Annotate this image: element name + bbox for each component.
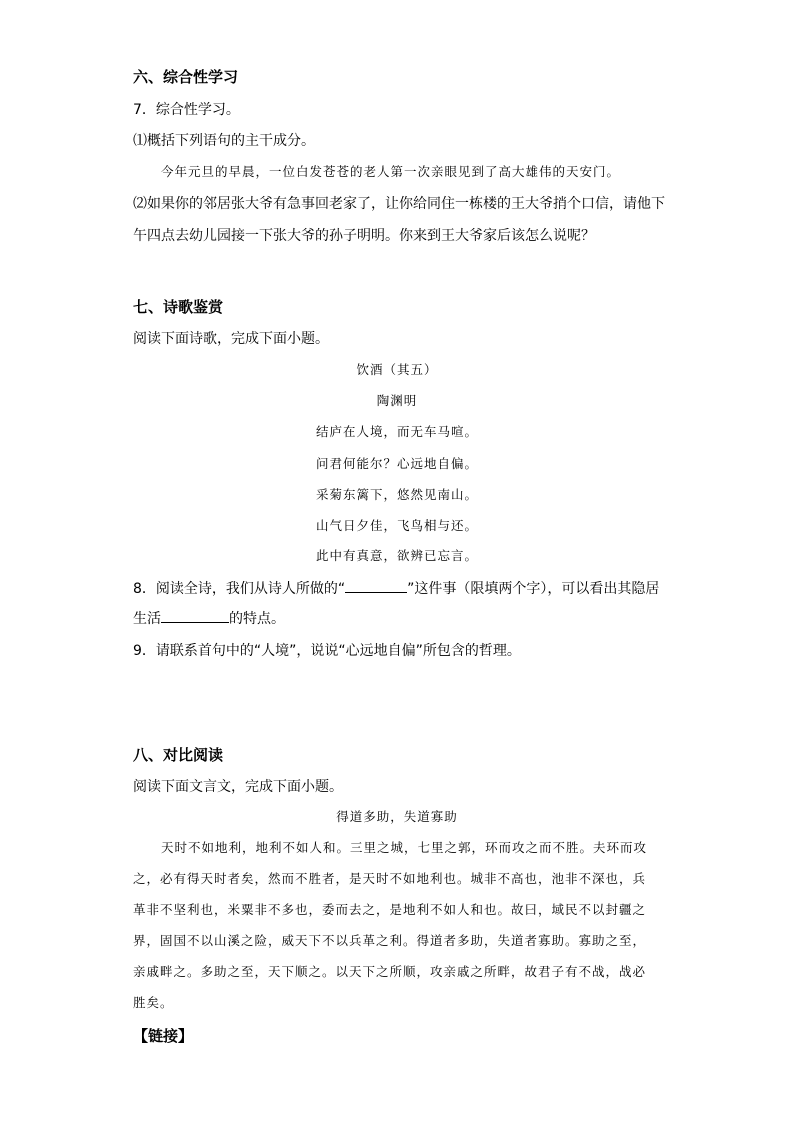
passage-instruction: 阅读下面文言文，完成下面小题。	[133, 779, 343, 795]
question-8-text-d: 的特点。	[229, 611, 285, 627]
poem-author: 陶渊明	[376, 393, 418, 408]
passage-line: 亲戚畔之。多助之至，天下顺之。以天下之所顺，攻亲戚之所畔，故君子有不战，战必	[133, 964, 647, 979]
passage-line: 天时不如地利，地利不如人和。三里之城，七里之郭，环而攻之而不胜。夫环而攻	[161, 840, 648, 855]
question-9: 9．请联系首句中的“人境”，说说“心远地自偏”所包含的哲理。	[133, 643, 521, 659]
answer-blank-2[interactable]	[161, 608, 229, 623]
poem-line: 结庐在人境，而无车马喧。	[315, 424, 478, 439]
question-7-part-1: ⑴概括下列语句的主干成分。	[133, 133, 315, 149]
passage-line: 之，必有得天时者矣，然而不胜者，是天时不如地利也。城非不高也，池非不深也，兵	[133, 871, 647, 886]
section-8-heading: 八、对比阅读	[133, 746, 224, 764]
passage-line: 界，固国不以山溪之险，威天下不以兵革之利。得道者多助，失道者寡助。寡助之至，	[133, 933, 647, 948]
section-7-heading: 七、诗歌鉴赏	[133, 298, 224, 316]
poem-instruction: 阅读下面诗歌，完成下面小题。	[133, 331, 329, 347]
question-7-part-2-line-1: ⑵如果你的邻居张大爷有急事回老家了，让你给同住一栋楼的王大爷捎个口信，请他下	[133, 196, 665, 212]
passage-title: 得道多助，失道寡助	[336, 809, 458, 824]
question-7: 7．综合性学习。	[133, 102, 240, 118]
section-6-heading: 六、综合性学习	[133, 68, 239, 86]
question-8-line-2	[133, 608, 285, 628]
question-8-text-b: ”这件事（限填两个字），可以看出其隐居	[407, 581, 660, 597]
question-8-text-c: 生活	[133, 611, 161, 627]
poem-line: 采菊东篱下，悠然见南山。	[315, 487, 478, 502]
poem-title: 饮酒（其五）	[356, 362, 438, 377]
question-8-text-a: 8．阅读全诗，我们从诗人所做的“	[133, 581, 346, 597]
poem-line: 此中有真意，欲辨已忘言。	[315, 548, 478, 563]
link-label: 【链接】	[133, 1027, 194, 1045]
question-7-part-2-line-2: 午四点去幼儿园接一下张大爷的孙子明明。你来到王大爷家后该怎么说呢？	[133, 228, 595, 244]
passage-line: 革非不坚利也，米粟非不多也，委而去之，是地利不如人和也。故曰，域民不以封疆之	[133, 902, 647, 917]
sentence-to-analyze: 今年元旦的早晨，一位白发苍苍的老人第一次亲眼见到了高大雄伟的天安门。	[161, 164, 621, 179]
answer-blank-1[interactable]	[345, 578, 407, 593]
question-8-line-1	[133, 578, 659, 598]
passage-line: 胜矣。	[133, 995, 174, 1010]
poem-line: 山气日夕佳，飞鸟相与还。	[315, 518, 478, 533]
poem-line: 问君何能尔？心远地自偏。	[315, 456, 478, 471]
